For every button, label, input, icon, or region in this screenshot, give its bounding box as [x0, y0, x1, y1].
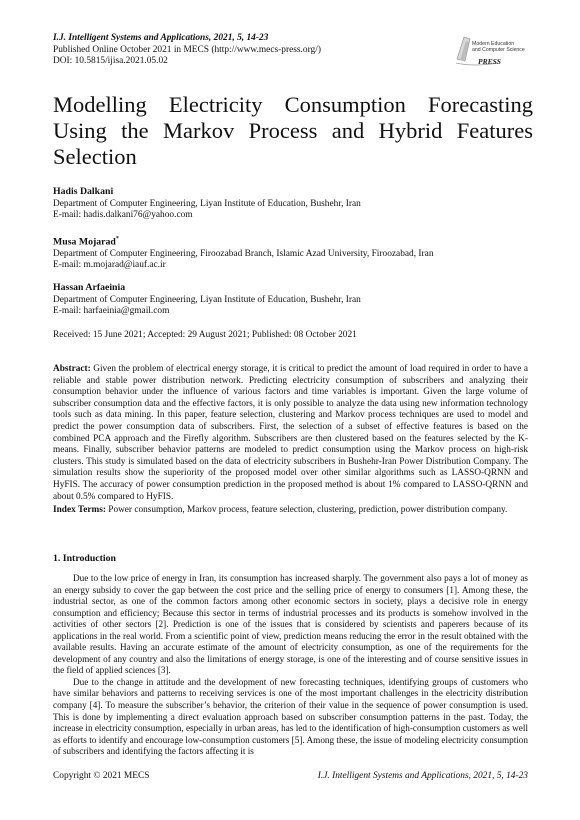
author-name: Hadis Dalkani — [53, 186, 114, 197]
index-terms-label: Index Terms: — [53, 505, 106, 515]
journal-issue: 2021, 5, 14-23 — [211, 33, 269, 43]
author-affiliation: Department of Computer Engineering, Firoozabad Branch, Islamic Azad University, Firoozabad, Iran — [53, 248, 434, 259]
author-email: E-mail: hadis.dalkani76@yahoo.com — [53, 210, 193, 221]
author-block-1 — [53, 186, 523, 222]
author-block-2 — [53, 234, 523, 272]
footer-copyright: Copyright © 2021 MECS — [53, 771, 150, 781]
introduction-body — [53, 573, 528, 758]
body-paragraph: Due to the low price of energy in Iran, its consumption has increased sharply. The government also pays a lot of money as an energy subsidy to cover the gap between the cost price and the selling price of energy to consumers [1]. Among these, the industrial sector, as one of the common factors among other economic sectors in society, plays a decisive role in energy consumption and efficiency; Because this sector in terms of industrial processes and its products is somehow involved in the activities of other sectors [2]. Prediction is one of the issues that is considered by scientists and paperers because of its applications in the real world. From a scientific point of view, prediction means reducing the error in the result obtained with the available results. Having an accurate estimate of the amount of electricity consumption, as one of the requirements for the development of any country and also the limitations of energy storage, is one of the interesting and of course sensitive issues in the field of applied sciences [3]. — [53, 573, 528, 676]
index-terms-text: Power consumption, Markov process, feature selection, clustering, prediction, power distribution company. — [105, 505, 508, 515]
abstract-label: Abstract: — [53, 364, 91, 374]
author-affiliation: Department of Computer Engineering, Liyan Institute of Education, Bushehr, Iran — [53, 294, 361, 305]
journal-name: I.J. Intelligent Systems and Applications, — [53, 33, 212, 43]
author-email: E-mail: m.mojarad@iauf.ac.ir — [53, 260, 166, 271]
body-paragraph: Due to the change in attitude and the development of new forecasting techniques, identifying groups of customers who have similar behaviors and patterns to receiving services is one of the most important challenges in the electricity distribution company [4]. To measure the subscriber’s behavior, the criterion of their value in the sequence of power consumption is used. This is done by implementing a direct evaluation approach based on subscriber consumption patterns in the past. Today, the increase in electricity consumption, especially in urban areas, has led to the identification of high-consumption customers as well as efforts to identify and encourage low-consumption customers [5]. Among these, the issue of modeling electricity consumption of subscribers and identifying the factors affecting it is — [53, 676, 528, 757]
corresponding-author-marker: * — [115, 236, 119, 242]
journal-header — [53, 33, 433, 68]
doi-line: DOI: 10.5815/ijisa.2021.05.02 — [53, 56, 168, 66]
publication-line: Published Online October 2021 in MECS (http://www.mecs-press.org/) — [53, 44, 321, 55]
index-terms — [53, 505, 528, 517]
abstract-text: Given the problem of electrical energy storage, it is critical to predict the amount of load required in order to have a reliable and stable power distribution network. Predicting electricity consumption of subscribers and analyzing their consumption behavior under the influence of various factors and time variables is important. Given the large volume of subscriber consumption data and the effective factors, it is only possible to analyze the data using new information technology tools such as data mining. In this paper, feature selection, clustering and Markov process techniques are used to model and predict the power consumption data of subscribers. First, the selection of a subset of effective features is based on the combined PCA approach and the Firefly algorithm. Subscribers are then clustered based on the features selected by the K-means. Finally, subscriber behavior patterns are modeled to predict consumption using the Markov process on high-risk clusters. This study is simulated based on the data of electricity subscribers in Bushehr-Iran Power Distribution Company. The simulation results show the superiority of the proposed model over other similar algorithms such as LASSO-QRNN and HyFIS. The accuracy of power consumption prediction in the proposed method is about 1% compared to LASSO-QRNN and about 0.5% compared to HyFIS. — [53, 364, 528, 502]
footer-journal: I.J. Intelligent Systems and Applications, 2021, 5, 14-23 — [317, 771, 528, 781]
abstract — [53, 364, 528, 503]
publication-dates: Received: 15 June 2021; Accepted: 29 August 2021; Published: 08 October 2021 — [53, 330, 357, 340]
author-email: E-mail: harfaeinia@gmail.com — [53, 306, 170, 317]
paper-title: Modelling Electricity Consumption Forecasting Using the Markov Process and Hybrid Features Selection — [53, 92, 533, 169]
author-name: Musa Mojarad — [53, 236, 116, 248]
mecs-press-logo — [454, 33, 534, 73]
author-affiliation: Department of Computer Engineering, Liyan Institute of Education, Bushehr, Iran — [53, 198, 361, 209]
logo-line-1: Modern Education — [472, 41, 515, 47]
author-block-3 — [53, 282, 523, 318]
logo-press-text: PRESS — [478, 57, 501, 66]
page-footer — [53, 771, 528, 781]
logo-line-2: and Computer Science — [472, 46, 525, 53]
section-heading: 1. Introduction — [53, 553, 116, 564]
author-name: Hassan Arfaeinia — [53, 282, 126, 293]
